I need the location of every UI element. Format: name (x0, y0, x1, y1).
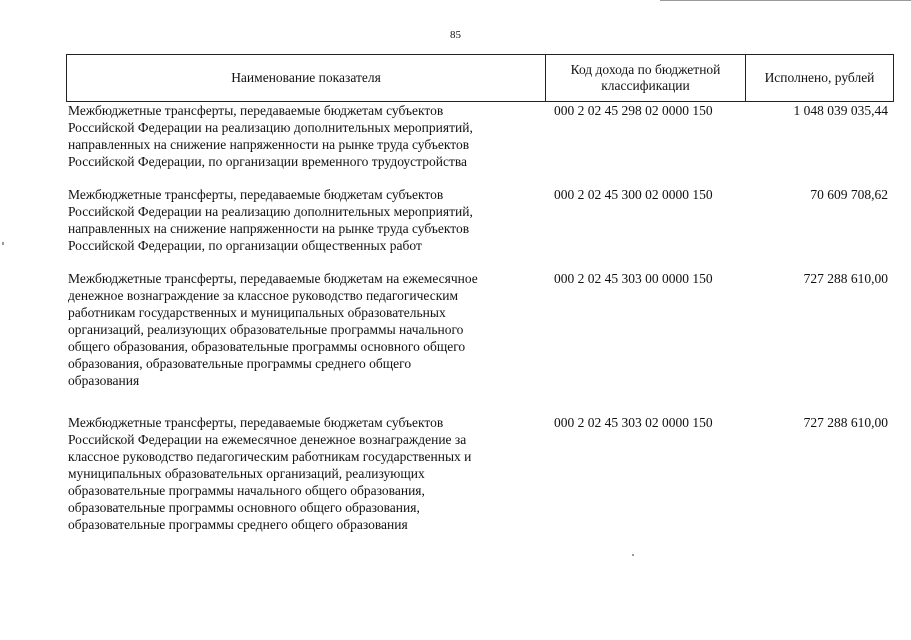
row-name-line: Межбюджетные трансферты, передаваемые бюджетам на ежемесячное (68, 271, 478, 286)
row-name-line: образования, образовательные программы среднего общего (68, 356, 412, 371)
row-name-line: классное руководство педагогическим работникам государственных и (68, 449, 472, 464)
row-name-line: Межбюджетные трансферты, передаваемые бюджетам субъектов (68, 415, 444, 430)
row-name (66, 186, 545, 254)
table-body (66, 102, 894, 554)
row-name-line: работникам государственных и муниципальных образовательных (68, 305, 446, 320)
row-name-line: образовательные программы основного общего образования, (68, 500, 420, 515)
header-code-line: Код дохода по бюджетной (570, 62, 721, 77)
row-name-line: Межбюджетные трансферты, передаваемые бюджетам субъектов (68, 187, 444, 202)
row-name-line: Российской Федерации, по организации временного трудоустройства (68, 154, 468, 169)
row-name (66, 414, 545, 533)
row-name-line: общего образования, образовательные программы основного общего (68, 339, 466, 354)
scan-artifact-top-right (660, 0, 911, 1)
header-name (67, 55, 546, 101)
row-name-line: Российской Федерации на реализацию дополнительных мероприятий, (68, 120, 473, 135)
row-name-line: образовательные программы начального общего образования, (68, 483, 425, 498)
row-code: 000 2 02 45 300 02 0000 150 (554, 187, 713, 202)
row-name-line: денежное вознаграждение за классное руководство педагогическим (68, 288, 459, 303)
table-header (66, 54, 894, 102)
header-code-line: классификации (601, 78, 690, 93)
row-name (66, 102, 545, 170)
row-name-line: направленных на снижение напряженности на рынке труда субъектов (68, 221, 470, 236)
scan-artifact-left-edge (2, 242, 4, 245)
row-name-line: Российской Федерации, по организации общественных работ (68, 238, 422, 253)
header-executed-line: Исполнено, рублей (764, 70, 875, 85)
table-row (66, 414, 894, 554)
row-name-line: Российской Федерации на ежемесячное денежное вознаграждение за (68, 432, 467, 447)
scan-artifact-dot (632, 554, 634, 556)
row-amount: 1 048 039 035,44 (793, 103, 888, 118)
row-name-line: Российской Федерации на реализацию дополнительных мероприятий, (68, 204, 473, 219)
row-amount: 727 288 610,00 (803, 415, 888, 430)
row-name-line: Межбюджетные трансферты, передаваемые бюджетам субъектов (68, 103, 444, 118)
row-name-line: направленных на снижение напряженности на рынке труда субъектов (68, 137, 470, 152)
row-name-line: образования (68, 373, 140, 388)
row-code: 000 2 02 45 303 00 0000 150 (554, 271, 713, 286)
page-number: 85 (450, 29, 461, 41)
table-row (66, 102, 894, 186)
row-name-line: образовательные программы среднего общего образования (68, 517, 408, 532)
header-executed (746, 55, 893, 101)
table-row (66, 186, 894, 270)
row-code: 000 2 02 45 298 02 0000 150 (554, 103, 713, 118)
table-row (66, 270, 894, 414)
row-amount: 727 288 610,00 (803, 271, 888, 286)
row-name-line: организаций, реализующих образовательные программы начального (68, 322, 464, 337)
header-name-line: Наименование показателя (231, 70, 381, 85)
row-code: 000 2 02 45 303 02 0000 150 (554, 415, 713, 430)
row-amount: 70 609 708,62 (810, 187, 888, 202)
header-code (546, 55, 746, 101)
row-name-line: муниципальных образовательных организаций, реализующих (68, 466, 425, 481)
row-name (66, 270, 545, 389)
